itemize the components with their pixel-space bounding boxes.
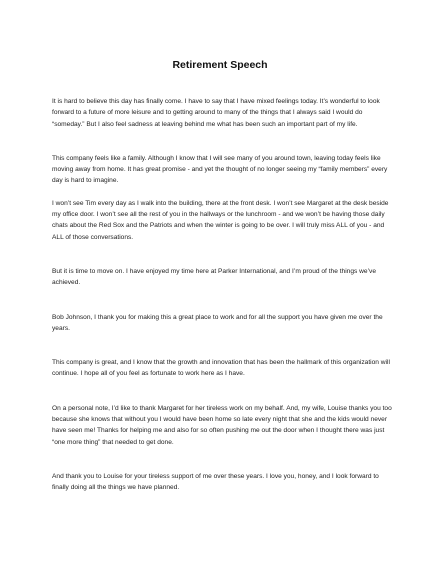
paragraph-6: This company is great, and I know that the growth and innovation that has been the hallmark of this organization will continue. I hope all of you feel as fortunate to work here as I have. bbox=[52, 359, 390, 378]
paragraph-2: This company feels like a family. Although I know that I will see many of you around town, leaving today feels like moving away from home. It has great promise - and yet the thought of no longer seeing my “family members” every day is hard to imagine. bbox=[52, 154, 388, 185]
paragraph-3: I won’t see Tim every day as I walk into the building, there at the front desk. I won’t see Margaret at the desk beside my office door. I won’t see all the rest of you in the hallways or the lunchroom - and we won’t be having those daily chats about the Red Sox and the Patriots and when the winter is going to be over. I will truly miss ALL of you - and ALL of those conversations. bbox=[52, 199, 389, 241]
document-body bbox=[52, 96, 392, 494]
paragraph-1: It is hard to believe this day has finally come. I have to say that I have mixed feelings today. It’s wonderful to look forward to a future of more leisure and to getting around to many of the things that I always said I would do “someday.” But I also feel sadness at leaving behind me what has been such an important part of my life. bbox=[52, 98, 380, 128]
paragraph-7: On a personal note, I’d like to thank Margaret for her tireless work on my behalf. And, my wife, Louise thanks you too because she knows that without you I would have been home so late every night that she and the kids would never have seen me! Thanks for helping me and also for so often pushing me out the door when I thought there was just “one more thing” that needed to get done. bbox=[52, 404, 392, 446]
paragraph-8: And thank you to Louise for your tireless support of me over these years. I love you, honey, and I look forward to finally doing all the things we have planned. bbox=[52, 472, 379, 492]
paragraph-4: But it is time to move on. I have enjoyed my time here at Parker International, and I’m proud of the things we’ve achieved. bbox=[52, 267, 376, 287]
paragraph-5: Bob Johnson, I thank you for making this a great place to work and for all the support you have given me over the years. bbox=[52, 313, 383, 332]
document-title: Retirement Speech bbox=[172, 59, 268, 71]
